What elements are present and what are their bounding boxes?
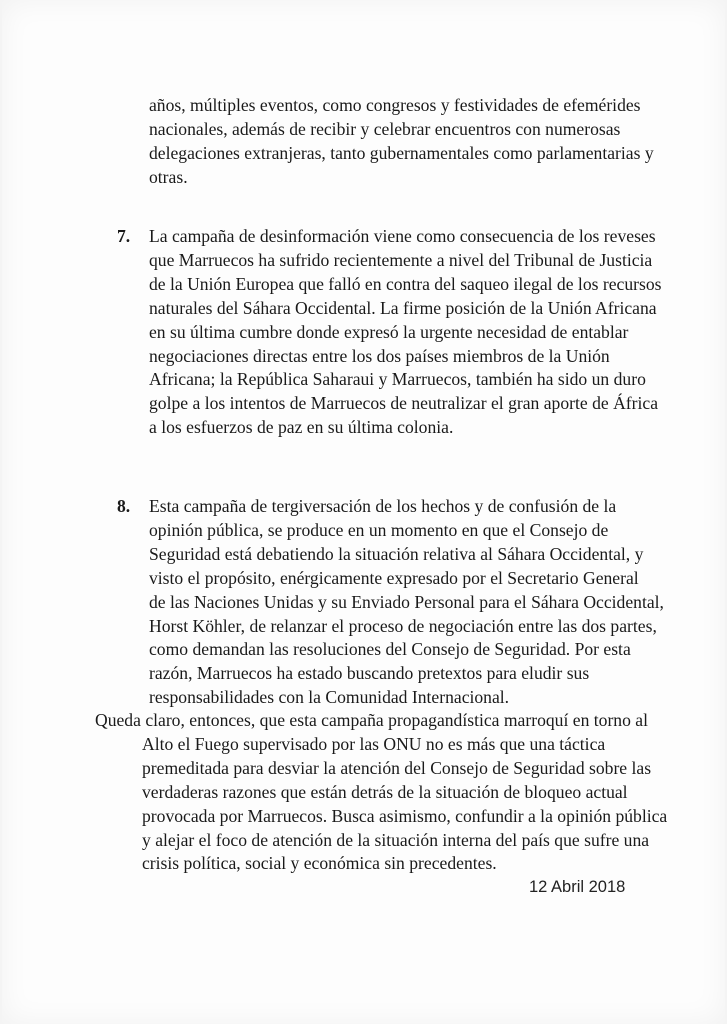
- paragraph-line: razón, Marruecos ha estado buscando pretextos para eludir sus: [149, 663, 590, 684]
- paragraph-line: golpe a los intentos de Marruecos de neutralizar el gran aporte de África: [149, 393, 659, 414]
- paragraph-line: Africana; la República Saharaui y Marruecos, también ha sido un duro: [149, 369, 646, 390]
- paragraph-line: premeditada para desviar la atención del Consejo de Seguridad sobre las: [142, 757, 652, 778]
- item-7-number: 7.: [117, 226, 131, 246]
- paragraph-line: provocada por Marruecos. Busca asimismo, confundir a la opinión pública: [142, 805, 668, 826]
- paragraph-line: Seguridad está debatiendo la situación relativa al Sáhara Occidental, y: [149, 543, 644, 564]
- paragraph-line: delegaciones extranjeras, tanto gubernamentales como parlamentarias y: [149, 142, 654, 163]
- intro-paragraph: [149, 94, 654, 190]
- paragraph-line: visto el propósito, enérgicamente expresado por el Secretario General: [149, 567, 639, 588]
- paragraph-line: como demandan las resoluciones del Consejo de Seguridad. Por esta: [149, 639, 631, 660]
- paragraph-line: crisis política, social y económica sin precedentes.: [142, 853, 497, 874]
- paragraph-line: negociaciones directas entre los dos países miembros de la Unión: [149, 345, 610, 366]
- paragraph-line: Queda claro, entonces, que esta campaña propagandística marroquí en torno al: [95, 710, 649, 730]
- paragraph-line: a los esfuerzos de paz en su última colonia.: [149, 417, 454, 438]
- paragraph-line: Horst Köhler, de relanzar el proceso de negociación entre las dos partes,: [149, 615, 657, 636]
- paragraph-line: naturales del Sáhara Occidental. La firme posición de la Unión Africana: [149, 297, 657, 318]
- paragraph-line: Esta campaña de tergiversación de los hechos y de confusión de la: [149, 496, 617, 516]
- paragraph-line: nacionales, además de recibir y celebrar encuentros con numerosas: [149, 118, 621, 139]
- paragraph-line: verdaderas razones que están detrás de la situación de bloqueo actual: [142, 781, 628, 802]
- paragraph-line: años, múltiples eventos, como congresos y festividades de efemérides: [149, 95, 641, 115]
- item-8-paragraph: [149, 495, 664, 710]
- paragraph-line: en su última cumbre donde expresó la urgente necesidad de entablar: [149, 321, 629, 342]
- paragraph-line: La campaña de desinformación viene como consecuencia de los reveses: [149, 226, 656, 246]
- paragraph-line: de las Naciones Unidas y su Enviado Personal para el Sáhara Occidental,: [149, 591, 664, 612]
- item-8-number: 8.: [117, 496, 131, 516]
- document-date: 12 Abril 2018: [529, 878, 626, 896]
- paragraph-line: otras.: [149, 166, 188, 187]
- paragraph-line: opinión pública, se produce en un momento en que el Consejo de: [149, 519, 609, 540]
- paragraph-line: Alto el Fuego supervisado por las ONU no es más que una táctica: [142, 733, 606, 754]
- paragraph-line: responsabilidades con la Comunidad Internacional.: [149, 687, 510, 708]
- paragraph-line: y alejar el foco de atención de la situación interna del país que sufre una: [142, 829, 650, 850]
- conclusion-paragraph: [95, 709, 667, 876]
- paragraph-line: que Marruecos ha sufrido recientemente a nivel del Tribunal de Justicia: [149, 249, 653, 270]
- item-7-paragraph: [149, 225, 661, 440]
- document-page: [2, 0, 725, 1024]
- paragraph-line: de la Unión Europea que falló en contra del saqueo ilegal de los recursos: [149, 273, 662, 294]
